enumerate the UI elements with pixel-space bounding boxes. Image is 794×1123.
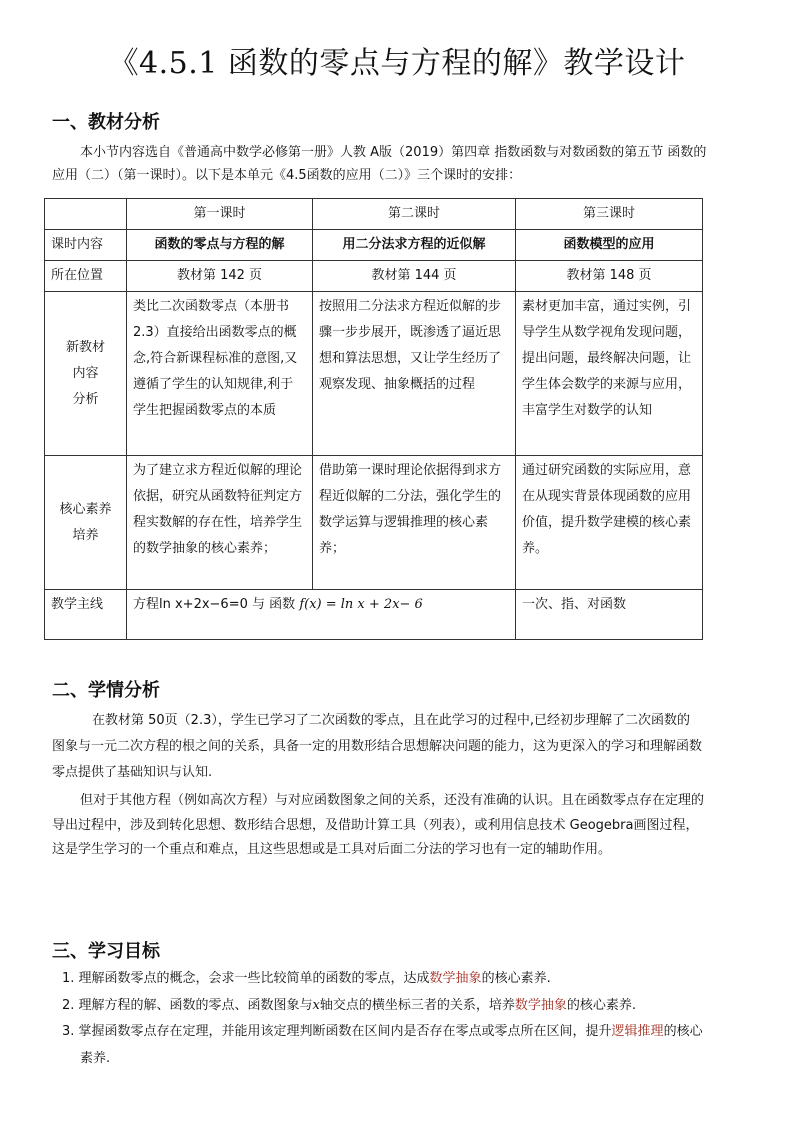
mainline-function: f(x) = ln x + 2x− 6: [299, 597, 423, 612]
goal-1-text: 1. 理解函数零点的概念，会求一些比较简单的函数的零点，达成: [62, 971, 430, 986]
table-row-analysis: [45, 292, 703, 456]
student-p2-line-3: 这是学生学习的一个重点和难点，且这些思想或是工具对后面二分法的学习也有一定的辅助作用。: [52, 842, 612, 857]
mainline-equation: 方程ln x+2x−6=0: [133, 597, 248, 612]
intro-line-1: 本小节内容选自《普通高中数学必修第一册》人教 A版（2019）第四章 指数函数与对数函数的第五节 函数的: [80, 145, 707, 160]
goal-2: [62, 993, 636, 1019]
lesson-schedule-table: [44, 198, 703, 640]
goal-2-end: 的核心素养.: [566, 998, 637, 1013]
table-header-row: [45, 199, 703, 230]
intro-line-2: 应用（二）（第一课时）。以下是本单元《4.5函数的应用（二）》三个课时的安排：: [52, 168, 522, 183]
table-header-lesson-3: 第三课时: [516, 199, 703, 230]
student-p2-line-2: 导出过程中，涉及到转化思想、数形结合思想，及借助计算工具（列表），或利用信息技术 Geogebra画图过程，: [52, 818, 699, 833]
row-label-analysis: [45, 292, 127, 456]
row-label-analysis-line-1: 新教材: [65, 339, 105, 355]
goal-3-text: 3. 掌握函数零点存在定理，并能用该定理判断函数在区间内是否存在零点或零点所在区间，提升: [62, 1024, 612, 1039]
goal-1: [62, 966, 551, 992]
goal-2-x-variable: x: [312, 998, 320, 1013]
row-label-literacy-line-2: 培养: [72, 527, 99, 543]
student-p2-line-1: 但对于其他方程（例如高次方程）与对应函数图象之间的关系，还没有准确的认识。且在函数零点存在定理的: [80, 793, 705, 808]
page-title: 《4.5.1 函数的零点与方程的解》教学设计: [108, 46, 686, 81]
content-lesson-2: 用二分法求方程的近似解: [313, 230, 516, 261]
row-label-analysis-line-3: 分析: [72, 391, 99, 407]
analysis-lesson-1: 类比二次函数零点（本册书 2.3）直接给出函数零点的概念,符合新课程标准的意图,又遵循了学生的认知规律,利于学生把握函数零点的本质: [127, 292, 313, 456]
goal-3-end: 的核心: [663, 1024, 703, 1039]
student-p1-line-1: 在教材第 50页（2.3），学生已学习了二次函数的零点，且在此学习的过程中,已经初步理解了二次函数的: [92, 713, 690, 728]
analysis-lesson-2: 按照用二分法求方程近似解的步骤一步步展开，既渗透了逼近思想和算法思想，又让学生经历了观察发现、抽象概括的过程: [313, 292, 516, 456]
goal-3-emphasis: 逻辑推理: [611, 1024, 664, 1039]
table-header-lesson-2: 第二课时: [313, 199, 516, 230]
mainline-function-word: 函数: [269, 597, 296, 612]
table-row-position: [45, 261, 703, 292]
content-lesson-3: 函数模型的应用: [516, 230, 703, 261]
position-lesson-3: 教材第 148 页: [516, 261, 703, 292]
section-heading-student-analysis: 二、学情分析: [52, 680, 160, 701]
student-p1-line-2: 图象与一元二次方程的根之间的关系，具备一定的用数形结合思想解决问题的能力，这为更深入的学习和理解函数: [52, 739, 703, 754]
row-label-position: 所在位置: [45, 261, 127, 292]
goal-2-emphasis: 数学抽象: [514, 998, 567, 1013]
literacy-lesson-2: 借助第一课时理论依据得到求方程近似解的二分法，强化学生的数学运算与逻辑推理的核心素养；: [313, 456, 516, 590]
table-header-lesson-1: 第一课时: [127, 199, 313, 230]
row-label-literacy: [45, 456, 127, 590]
goal-3: [62, 1019, 703, 1045]
literacy-lesson-1: 为了建立求方程近似解的理论依据，研究从函数特征判定方程实数解的存在性，培养学生的数学抽象的核心素养；: [127, 456, 313, 590]
analysis-lesson-3: 素材更加丰富，通过实例，引导学生从数学视角发现问题，提出问题，最终解决问题，让学生体会数学的来源与应用，丰富学生对数学的认知: [516, 292, 703, 456]
table-row-content: [45, 230, 703, 261]
row-label-mainline: 教学主线: [45, 590, 127, 640]
mainline-lessons-1-2: [127, 590, 516, 640]
table-row-mainline: [45, 590, 703, 640]
goal-3-line-2: 素养.: [80, 1051, 111, 1066]
mainline-lesson-3: 一次、指、对函数: [516, 590, 703, 640]
section-heading-learning-goals: 三、学习目标: [52, 941, 160, 962]
section-heading-textbook-analysis: 一、教材分析: [52, 112, 160, 133]
content-lesson-1: 函数的零点与方程的解: [127, 230, 313, 261]
student-p1-line-3: 零点提供了基础知识与认知.: [52, 765, 213, 780]
goal-2-mid: 轴交点的横坐标三者的关系，培养: [319, 998, 515, 1013]
position-lesson-2: 教材第 144 页: [313, 261, 516, 292]
table-header-empty: [45, 199, 127, 230]
literacy-lesson-3: 通过研究函数的实际应用，意在从现实背景体现函数的应用价值，提升数学建模的核心素养。: [516, 456, 703, 590]
goal-1-emphasis: 数学抽象: [429, 971, 482, 986]
row-label-content: 课时内容: [45, 230, 127, 261]
position-lesson-1: 教材第 142 页: [127, 261, 313, 292]
goal-1-end: 的核心素养.: [481, 971, 551, 986]
goal-2-text: 2. 理解方程的解、函数的零点、函数图象与: [62, 998, 313, 1013]
row-label-analysis-line-2: 内容: [72, 365, 99, 381]
mainline-with: 与: [252, 597, 266, 612]
table-row-literacy: [45, 456, 703, 590]
row-label-literacy-line-1: 核心素养: [59, 501, 112, 517]
